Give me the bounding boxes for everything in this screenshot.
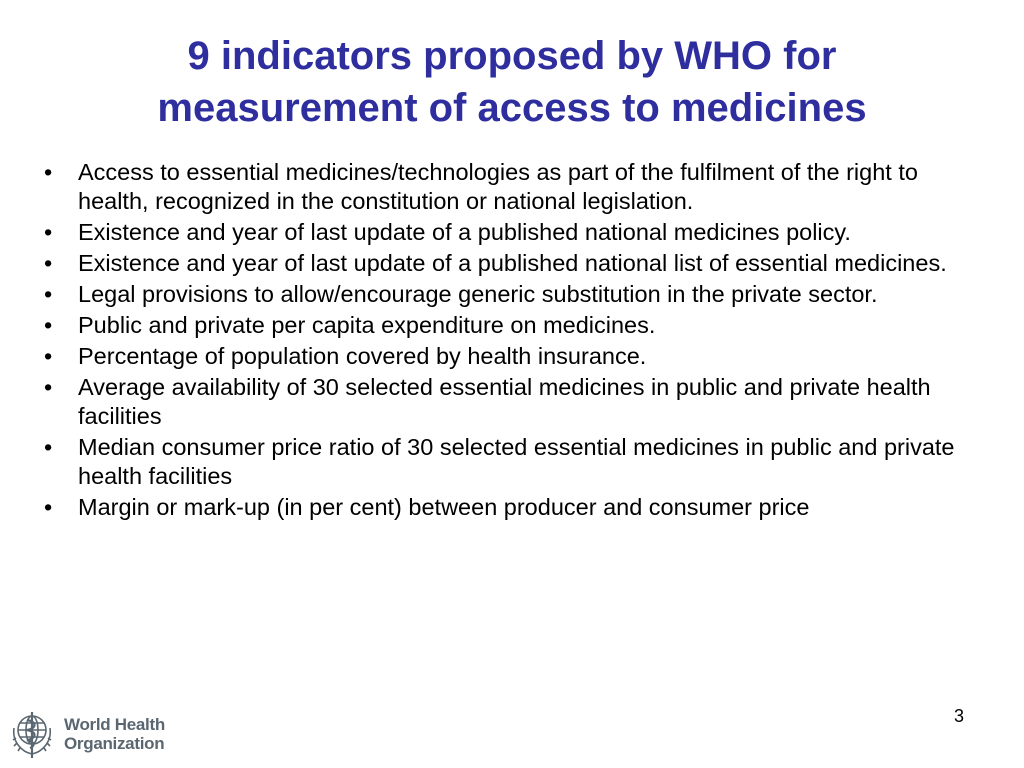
list-item-text: Average availability of 30 selected essential medicines in public and private health facilities bbox=[78, 374, 931, 429]
list-item-text: Legal provisions to allow/encourage generic substitution in the private sector. bbox=[78, 281, 878, 307]
list-item-text: Existence and year of last update of a published national medicines policy. bbox=[78, 219, 851, 245]
list-item-text: Public and private per capita expenditure on medicines. bbox=[78, 312, 656, 338]
title-line-1: 9 indicators proposed by WHO for bbox=[187, 34, 837, 78]
bullet-marker: • bbox=[44, 250, 53, 276]
bullet-marker: • bbox=[44, 494, 53, 520]
list-item-text: Access to essential medicines/technologies as part of the fulfilment of the right to health, recognized in the constitution or national legislation. bbox=[78, 159, 918, 214]
list-item bbox=[44, 373, 984, 431]
logo-line-1: World Health bbox=[64, 715, 165, 734]
title-line-2: measurement of access to medicines bbox=[157, 86, 867, 130]
list-item bbox=[44, 249, 984, 278]
who-emblem-icon bbox=[6, 708, 58, 760]
page-number: 3 bbox=[953, 706, 964, 726]
bullet-marker: • bbox=[44, 281, 53, 307]
list-item-text: Margin or mark-up (in per cent) between producer and consumer price bbox=[78, 494, 810, 520]
bullet-marker: • bbox=[44, 219, 53, 245]
indicator-list bbox=[44, 158, 984, 524]
logo-line-2: Organization bbox=[64, 734, 165, 753]
list-item bbox=[44, 342, 984, 371]
list-item-text: Existence and year of last update of a published national list of essential medicines. bbox=[78, 250, 947, 276]
list-item bbox=[44, 158, 984, 216]
list-item bbox=[44, 433, 984, 491]
bullet-marker: • bbox=[44, 159, 53, 185]
who-wordmark bbox=[64, 715, 165, 753]
list-item bbox=[44, 280, 984, 309]
bullet-marker: • bbox=[44, 312, 53, 338]
list-item bbox=[44, 311, 984, 340]
list-item bbox=[44, 218, 984, 247]
list-item bbox=[44, 493, 984, 522]
bullet-marker: • bbox=[44, 374, 53, 400]
list-item-text: Median consumer price ratio of 30 selected essential medicines in public and private health facilities bbox=[78, 434, 955, 489]
list-item-text: Percentage of population covered by health insurance. bbox=[78, 343, 647, 369]
bullet-marker: • bbox=[44, 434, 53, 460]
slide-title bbox=[60, 30, 964, 134]
who-logo bbox=[6, 708, 165, 760]
bullet-marker: • bbox=[44, 343, 53, 369]
